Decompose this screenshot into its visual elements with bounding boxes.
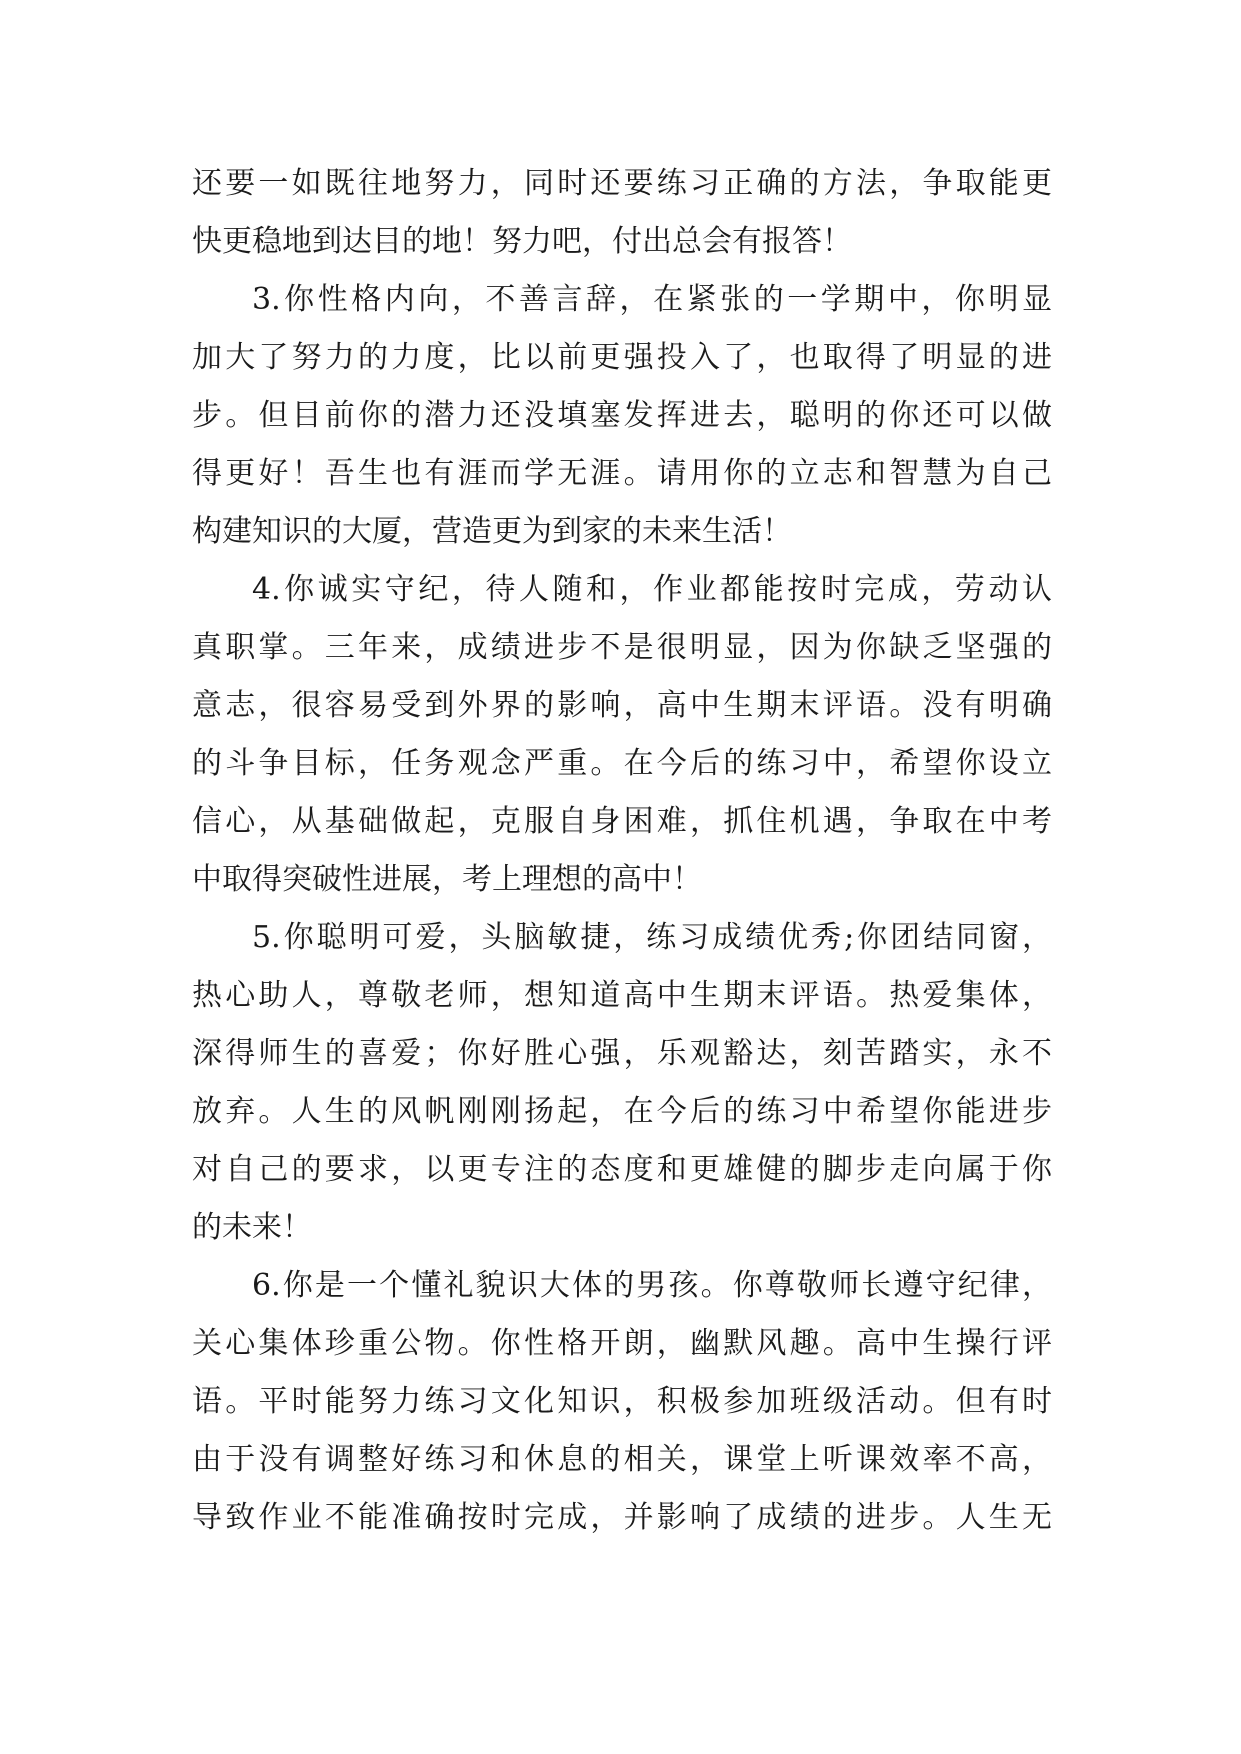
text-line: 得更好！吾生也有涯而学无涯。请用你的立志和智慧为自己: [192, 456, 1052, 491]
text-line: 放弃。人生的风帆刚刚扬起，在今后的练习中希望你能进步: [192, 1094, 1052, 1129]
text-line: 的未来！: [192, 1210, 312, 1245]
text-line: 构建知识的大厦，营造更为到家的未来生活！: [192, 514, 792, 549]
text-line: 语。平时能努力练习文化知识，积极参加班级活动。但有时: [192, 1384, 1052, 1419]
paragraph-3-first-line: 3.你性格内向，不善言辞，在紧张的一学期中，你明显: [252, 282, 1052, 317]
text-line: 的斗争目标，任务观念严重。在今后的练习中，希望你设立: [192, 746, 1052, 781]
text-line: 还要一如既往地努力，同时还要练习正确的方法，争取能更: [192, 166, 1052, 201]
text-line: 由于没有调整好练习和休息的相关，课堂上听课效率不高，: [192, 1442, 1052, 1477]
text-line: 中取得突破性进展，考上理想的高中！: [192, 862, 702, 897]
text-line: 关心集体珍重公物。你性格开朗，幽默风趣。高中生操行评: [192, 1326, 1052, 1361]
text-line: 步。但目前你的潜力还没填塞发挥进去，聪明的你还可以做: [192, 398, 1052, 433]
paragraph-6-first-line: 6.你是一个懂礼貌识大体的男孩。你尊敬师长遵守纪律，: [252, 1268, 1052, 1303]
text-line: 信心，从基础做起，克服自身困难，抓住机遇，争取在中考: [192, 804, 1052, 839]
text-line: 加大了努力的力度，比以前更强投入了，也取得了明显的进: [192, 340, 1052, 375]
paragraph-4-first-line: 4.你诚实守纪，待人随和，作业都能按时完成，劳动认: [252, 572, 1052, 607]
text-line: 意志，很容易受到外界的影响，高中生期末评语。没有明确: [192, 688, 1052, 723]
text-line: 热心助人，尊敬老师，想知道高中生期末评语。热爱集体，: [192, 978, 1052, 1013]
document-body: [192, 155, 1052, 1547]
paragraph-5-first-line: 5.你聪明可爱，头脑敏捷，练习成绩优秀;你团结同窗，: [252, 920, 1052, 955]
text-line: 真职掌。三年来，成绩进步不是很明显，因为你缺乏坚强的: [192, 630, 1052, 665]
text-line: 深得师生的喜爱；你好胜心强，乐观豁达，刻苦踏实，永不: [192, 1036, 1052, 1071]
text-line: 导致作业不能准确按时完成，并影响了成绩的进步。人生无: [192, 1500, 1052, 1535]
text-line: 快更稳地到达目的地！努力吧，付出总会有报答！: [192, 224, 852, 259]
text-line: 对自己的要求，以更专注的态度和更雄健的脚步走向属于你: [192, 1152, 1052, 1187]
